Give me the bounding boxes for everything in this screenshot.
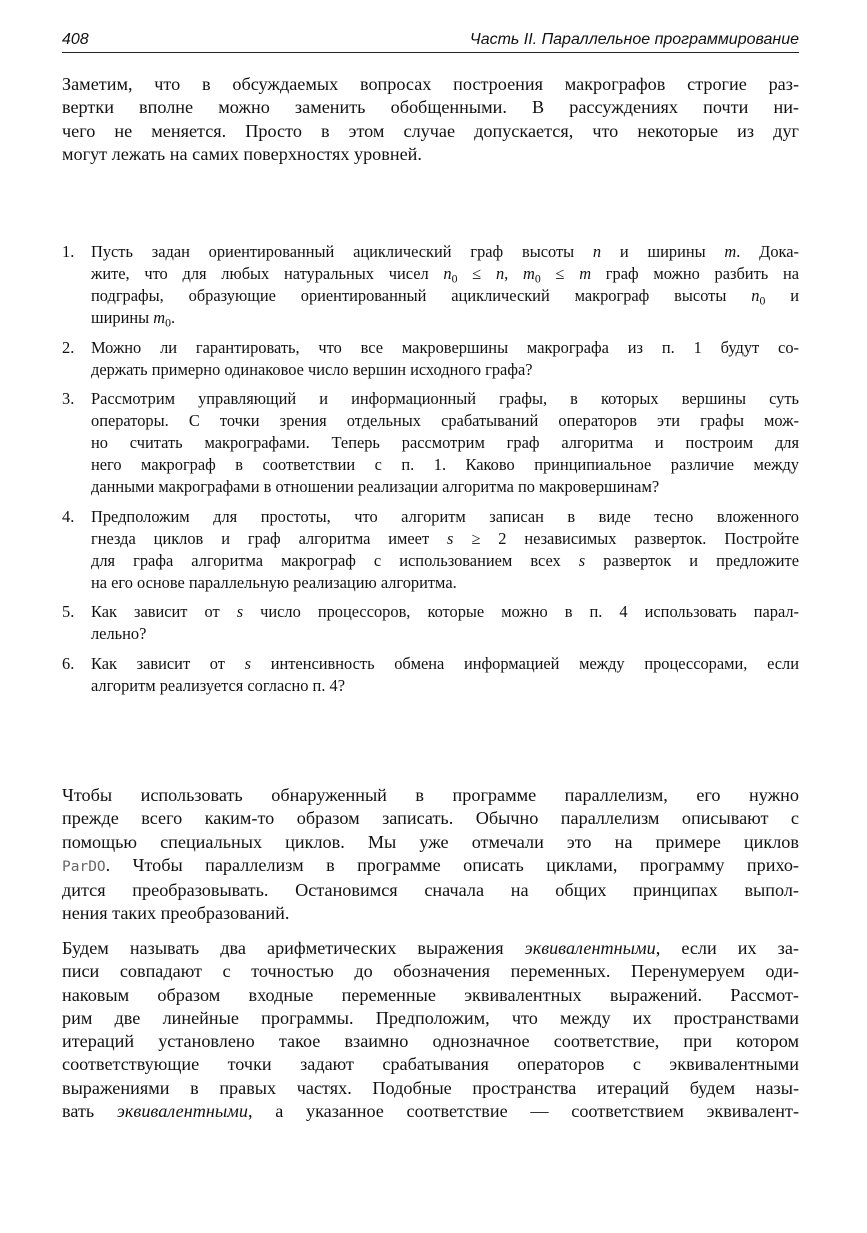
text-line: Рассмотрим управляющий и информационный графы, в которых вершины суть: [91, 389, 799, 408]
exercise-number: 5.: [62, 602, 75, 621]
exercise-2: [62, 337, 799, 381]
text-line: Пусть задан ориентированный ациклический граф высоты n и ширины m. Дока-: [91, 242, 799, 261]
text-line: операторы. С точки зрения отдельных срабатываний операторов эти графы мож-: [91, 411, 799, 430]
text-line: помощью специальных циклов. Мы уже отмечали это на примере циклов: [62, 831, 799, 852]
exercise-number: 1.: [62, 242, 75, 261]
text-line: могут лежать на самих поверхностях уровней.: [62, 143, 422, 164]
text-line: держать примерно одинаковое число вершин исходного графа?: [91, 359, 533, 379]
text-line: вать эквивалентными, а указанное соответствие — соответствием эквивалент-: [62, 1101, 799, 1122]
text-line: но считать макрографами. Теперь рассмотрим граф алгоритма и построим для: [91, 433, 799, 452]
exercise-number: 6.: [62, 653, 75, 673]
text-line: Будем называть два арифметических выражения эквивалентными, если их за-: [62, 938, 799, 958]
running-header: [62, 30, 799, 53]
text-line: дится преобразовывать. Остановимся сначала на общих принципах выпол-: [62, 880, 799, 901]
text-line: итераций установлено такое взаимно однозначное соответствие, при котором: [62, 1031, 799, 1052]
text-line: нения таких преобразований.: [62, 903, 290, 924]
text-line: выражениями в правых частях. Подобные пространства итераций будем назы-: [62, 1077, 799, 1098]
text-line: него макрограф в соответствии с п. 1. Каково принципиальное различие между: [91, 455, 799, 474]
page-number: 408: [62, 31, 89, 48]
exercise-3: [62, 388, 799, 498]
text-line: ширины $m_0$.: [91, 308, 176, 330]
text-line: Как зависит от s интенсивность обмена информацией между процессорами, если: [91, 653, 799, 673]
exercise-5: [62, 601, 799, 645]
text-line: жите, что для любых натуральных чисел $n_0 \le n$, $m_0 \le m$ граф можно разбить на: [91, 264, 799, 286]
text-line: Можно ли гарантировать, что все макровершины макрографа из п. 1 будут со-: [91, 337, 799, 357]
text-line: лельно?: [91, 624, 147, 643]
text-line: прежде всего каким-то образом записать. Обычно параллелизм описывают с: [62, 808, 799, 829]
text-line: рим две линейные программы. Предположим, что между их пространствами: [62, 1007, 799, 1028]
text-line: Как зависит от s число процессоров, которые можно в п. 4 использовать парал-: [91, 602, 799, 621]
exercise-4: [62, 506, 799, 594]
text-line: ParDO. Чтобы параллелизм в программе описать циклами, программу прихо-: [62, 854, 799, 875]
text-line: алгоритм реализуется согласно п. 4?: [91, 675, 345, 695]
text-line: на его основе параллельную реализацию алгоритма.: [91, 572, 457, 592]
text-line: данными макрографами в отношении реализации алгоритма по макровершинам?: [91, 477, 660, 496]
exercise-6: [62, 653, 799, 697]
text-line: Заметим, что в обсуждаемых вопросах построения макрографов строгие раз-: [62, 74, 799, 94]
exercise-list: [62, 241, 799, 704]
exercise-1: [62, 241, 799, 329]
code-pardo: ParDO: [62, 858, 106, 875]
text-line: наковым образом входные переменные эквивалентных выражений. Рассмот-: [62, 984, 799, 1005]
emphasis-term: эквивалентными: [524, 938, 656, 958]
exercise-number: 3.: [62, 389, 75, 408]
exercise-number: 2.: [62, 337, 75, 357]
text-line: гнезда циклов и граф алгоритма имеет s ≥ 2 независимых разверток. Постройте: [91, 528, 799, 548]
exercise-number: 4.: [62, 506, 75, 526]
text-line: вертки вполне можно заменить обобщенными. В рассуждениях почти ни-: [62, 97, 799, 118]
text-line: соответствующие точки задают срабатывания операторов с эквивалентными: [62, 1054, 799, 1075]
text-line: Чтобы использовать обнаруженный в программе параллелизм, его нужно: [62, 785, 799, 805]
intro-paragraph: [62, 73, 799, 166]
running-title: Часть II. Параллельное программирование: [469, 31, 799, 48]
text-line: писи совпадают с точностью до обозначения переменных. Перенумеруем оди-: [62, 961, 799, 982]
text-line: подграфы, образующие ориентированный ациклический макрограф высоты $n_0$ и: [91, 286, 799, 308]
text-line: для графа алгоритма макрограф с использованием всех s разверток и предложите: [91, 550, 799, 570]
emphasis-term: эквивалентными: [116, 1101, 248, 1122]
text-line: Предположим для простоты, что алгоритм записан в виде тесно вложенного: [91, 506, 799, 526]
paragraph-3: [62, 937, 799, 1123]
text-line: чего не меняется. Просто в этом случае допускается, что некоторые из дуг: [62, 120, 799, 141]
paragraph-2: [62, 784, 799, 926]
